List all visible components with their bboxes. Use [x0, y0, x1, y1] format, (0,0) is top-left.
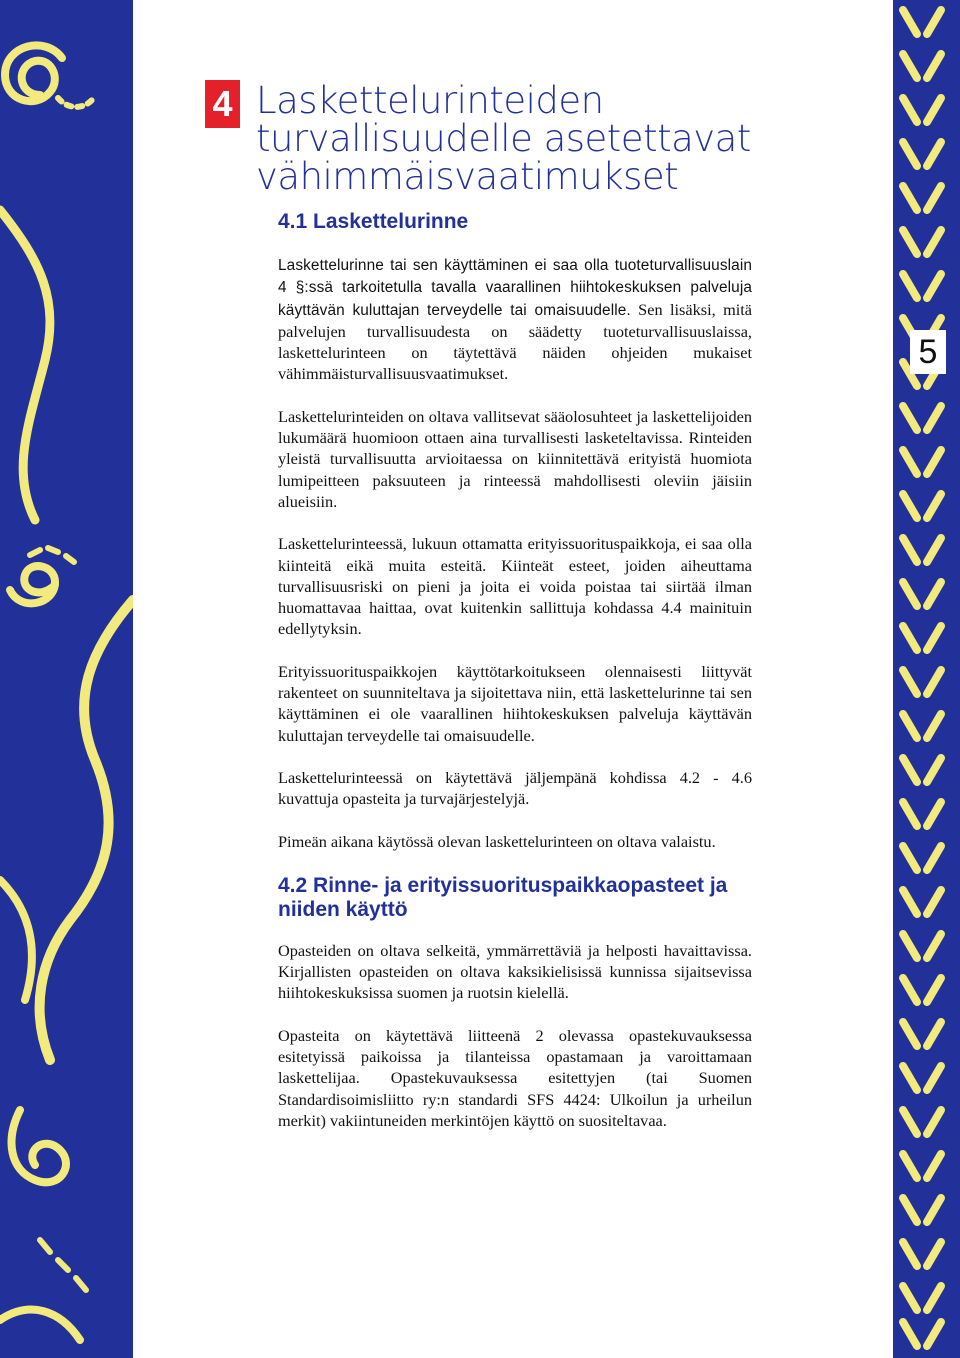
- section-heading-4-2: 4.2 Rinne- ja erityissuorituspaikkaopasteet ja niiden käyttö: [278, 873, 728, 921]
- paragraph-sans-part: Laskettelurinne tai sen käyttäminen ei saa olla tuoteturvallisuuslain 4 §:ssä tarkoitetulla tavalla vaarallinen hiihtokeskuksen palveluja käyttävän kuluttajan terveydelle tai omaisuudelle.: [278, 257, 752, 319]
- document-body: [278, 210, 752, 1152]
- right-decorative-band: [893, 0, 960, 1358]
- section-heading-4-1: 4.1 Laskettelurinne: [278, 210, 469, 233]
- paragraph: [278, 254, 752, 385]
- paragraph-serif-part: Sen lisäksi, mitä palvelujen turvallisuudesta on säädetty tuoteturvallisuuslaissa, laskettelurinteen on täytettävä näiden ohjeiden mukaiset vähimmäisturvallisuusvaatimukset.: [278, 299, 753, 384]
- paragraph: Erityissuorituspaikkojen käyttötarkoitukseen olennaisesti liittyvät rakenteet on suunniteltava ja sijoitettava niin, että laskettelurinne tai sen käyttäminen ei ole vaarallinen hiihtokeskuksen palveluja käyttävän kuluttajan terveydelle tai omaisuudelle.: [278, 661, 752, 745]
- page-number: 5: [910, 330, 946, 374]
- chapter-title: Laskettelurinteiden turvallisuudelle asetettavat vähimmäisvaatimukset: [256, 79, 751, 198]
- paragraph: Laskettelurinteessä on käytettävä jäljempänä kohdissa 4.2 - 4.6 kuvattuja opasteita ja turvajärjestelyjä.: [278, 767, 752, 809]
- swirl-ornament-icon: [0, 0, 133, 1358]
- paragraph: Opasteiden on oltava selkeitä, ymmärrettäviä ja helposti havaittavissa. Kirjallisten opasteiden on oltava kaksikielisissä kunnissa sijaitsevissa hiihtokeskuksissa suomen ja ruotsin kielellä.: [278, 940, 752, 1003]
- left-decorative-band: [0, 0, 133, 1358]
- chapter-number-badge: 4: [205, 80, 240, 128]
- paragraph: Laskettelurinteiden on oltava vallitsevat sääolosuhteet ja laskettelijoiden lukumäärä huomioon ottaen aina turvallisesti lasketeltavissa. Rinteiden yleistä turvallisuutta arvioitaessa on kiinnitettävä erityistä huomiota lumipeitteen paksuuteen ja rinteessä mahdollisesti oleviin jäisiin alueisiin.: [278, 406, 752, 511]
- paragraph: Pimeän aikana käytössä olevan laskettelurinteen on oltava valaistu.: [278, 831, 716, 851]
- ski-tracks-icon: [893, 0, 960, 1358]
- paragraph: Laskettelurinteessä, lukuun ottamatta erityissuorituspaikkoja, ei saa olla kiinteitä eikä muita esteitä. Kiinteät esteet, joiden aiheuttama turvallisuusriski on pieni ja joita ei voida poistaa tai siirtää ilman huomattavaa haittaa, ovat kuitenkin sallittuja kohdassa 4.4 mainituin edellytyksin.: [278, 534, 752, 639]
- paragraph: Opasteita on käytettävä liitteenä 2 olevassa opastekuvauksessa esitetyissä paikoissa ja tilanteissa opastamaan ja varoittamaan laskettelijaa. Opastekuvauksessa esitettyjen (tai Suomen Standardisoimisliitto ry:n standardi SFS 4424: Ulkoilun ja urheilun merkit) vakiintuneiden merkintöjen käyttö on suositeltavaa.: [278, 1025, 752, 1130]
